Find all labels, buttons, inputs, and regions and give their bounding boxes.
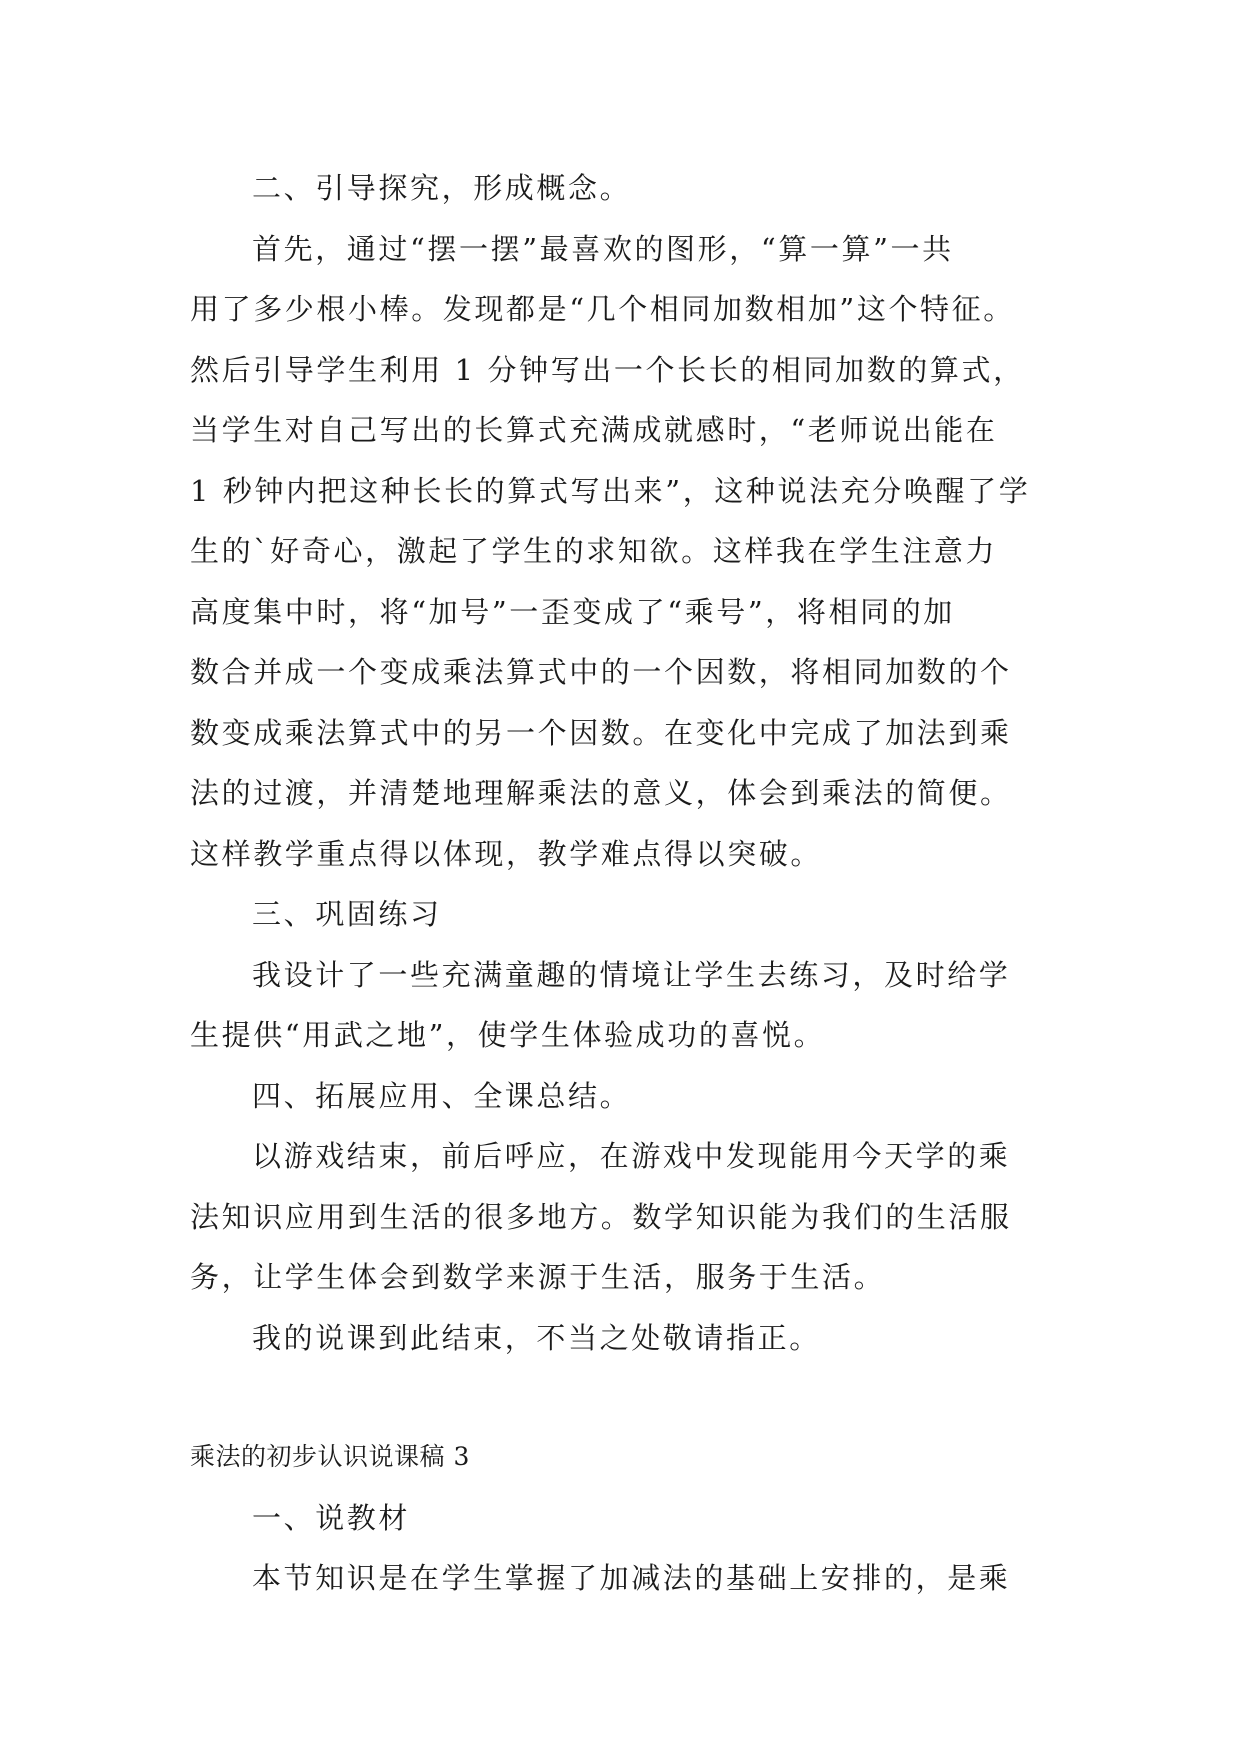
document-body bbox=[190, 158, 1070, 1609]
paragraph-line: 以游戏结束，前后呼应，在游戏中发现能用今天学的乘 bbox=[252, 1139, 1011, 1173]
paragraph-line: 1 秒钟内把这种长长的算式写出来”，这种说法充分唤醒了学 bbox=[190, 473, 1031, 508]
paragraph-line: 法知识应用到生活的很多地方。数学知识能为我们的生活服 bbox=[190, 1199, 1012, 1234]
paragraph-line: 当学生对自己写出的长算式充满成就感时，“老师说出能在 bbox=[190, 413, 998, 447]
paragraph-line: 生的`好奇心，激起了学生的求知欲。这样我在学生注意力 bbox=[190, 534, 998, 568]
paragraph-line: 用了多少根小棒。发现都是“几个相同加数相加”这个特征。 bbox=[190, 292, 1015, 326]
section-heading: 四、拓展应用、全课总结。 bbox=[252, 1078, 632, 1113]
section-heading: 三、巩固练习 bbox=[252, 897, 442, 931]
paragraph-line: 我设计了一些充满童趣的情境让学生去练习，及时给学 bbox=[252, 957, 1011, 992]
section-heading: 一、说教材 bbox=[252, 1500, 411, 1535]
paragraph-line: 法的过渡，并清楚地理解乘法的意义，体会到乘法的简便。 bbox=[190, 776, 1012, 810]
paragraph-line: 首先，通过“摆一摆”最喜欢的图形，“算一算”一共 bbox=[252, 231, 954, 266]
document-title: 乘法的初步认识说课稿 3 bbox=[190, 1442, 470, 1471]
paragraph-line: 然后引导学生利用 1 分钟写出一个长长的相同加数的算式， bbox=[190, 352, 1025, 387]
section-heading: 二、引导探究，形成概念。 bbox=[252, 171, 632, 205]
paragraph-line: 数变成乘法算式中的另一个因数。在变化中完成了加法到乘 bbox=[190, 715, 1012, 750]
paragraph-line: 生提供“用武之地”，使学生体验成功的喜悦。 bbox=[190, 1018, 826, 1052]
paragraph-line: 这样教学重点得以体现，教学难点得以突破。 bbox=[190, 836, 823, 871]
paragraph-line: 高度集中时，将“加号”一歪变成了“乘号”，将相同的加 bbox=[190, 594, 955, 629]
paragraph-line: 数合并成一个变成乘法算式中的一个因数，将相同加数的个 bbox=[190, 655, 1012, 689]
paragraph-line: 本节知识是在学生掌握了加减法的基础上安排的，是乘 bbox=[252, 1561, 1011, 1595]
paragraph-line: 我的说课到此结束，不当之处敬请指正。 bbox=[252, 1320, 821, 1355]
paragraph-line: 务，让学生体会到数学来源于生活，服务于生活。 bbox=[190, 1260, 886, 1294]
